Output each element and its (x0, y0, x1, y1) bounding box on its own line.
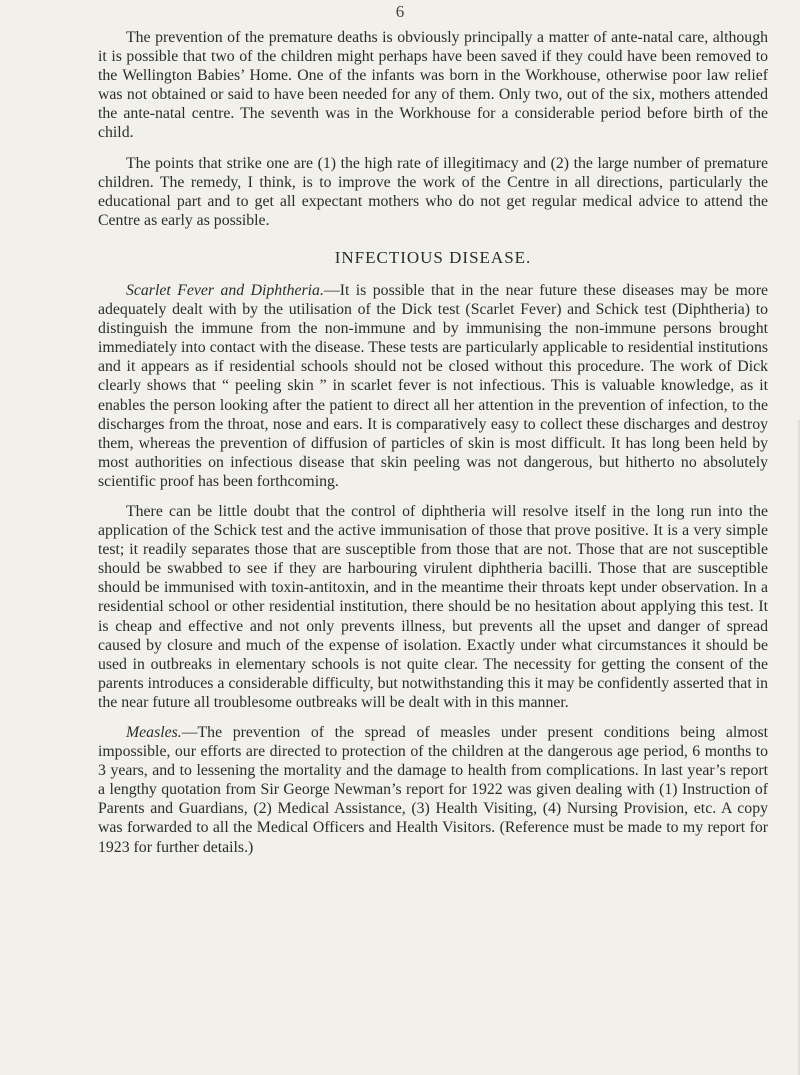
paragraph-scarlet-fever (98, 281, 768, 491)
section-heading-infectious-disease: INFECTIOUS DISEASE. (334, 247, 532, 267)
document-body (98, 28, 768, 868)
run-head-measles: Measles. (126, 724, 182, 741)
paragraph-premature-deaths: The prevention of the premature deaths is obviously principally a matter of ante-natal care, although it is possible that two of the children might perhaps have been saved if they could have been removed to the Wellington Babies’ Home. One of the infants was born in the Workhouse, otherwise poor law relief was not obtained or said to have been needed for any of them. Only two, out of the six, mothers attended the ante-natal centre. The seventh was in the Workhouse for a considerable period before birth of the child. (98, 29, 768, 142)
paragraph-diphtheria: There can be little doubt that the control of diphtheria will resolve itself in the long run into the application of the Schick test and the active immunisation of those that prove positive. It is a very simple test; it readily separates those that are susceptible from those that are not. Those that are not susceptible should be swabbed to see if they are harbouring virulent diphtheria bacilli. Those that are susceptible should be immunised with toxin-antitoxin, and in the meantime their throats kept under observation. In a residential school or other residential institution, there should be no hesitation about applying this test. It is cheap and effective and not only prevents illness, but prevents all the upset and danger of spread caused by closure and much of the expense of isolation. Exactly under what circumstances it should be used in outbreaks in elementary schools is not quite clear. The necessity for getting the consent of the parents introduces a considerable difficulty, but notwithstanding this it may be confidently asserted that in the near future all troublesome outbreaks will be dealt with in this manner. (98, 502, 768, 711)
paragraph-remedy: The points that strike one are (1) the high rate of illegitimacy and (2) the large number of premature children. The remedy, I think, is to improve the work of the Centre in all directions, particularly the educational part and to get all expectant mothers who do not get regular medical advice to attend the Centre as early as possible. (98, 154, 768, 229)
paragraph-measles (98, 723, 768, 857)
scarlet-fever-text: —It is possible that in the near future these diseases may be more adequately dealt with by the utilisation of the Dick test (Scarlet Fever) and Schick test (Diphtheria) to distinguish the immune from the non-immune and by immunising the non-immune persons brought immediately into contact with the disease. These tests are particularly applicable to residential institutions and it appears as if residential schools should not be closed without this procedure. The work of Dick clearly shows that “ peeling skin ” in scarlet fever is not infectious. This is valuable knowledge, as it enables the person looking after the patient to direct all her attention in the prevention of infection, to the discharges from the throat, nose and ears. It is comparatively easy to collect these discharges and destroy them, whereas the prevention of diffusion of particles of skin is most difficult. It has long been held by most authorities on infectious disease that skin peeling was not dangerous, but hitherto no absolutely scientific proof has been forthcoming. (98, 281, 768, 490)
page-number: 6 (395, 2, 405, 21)
measles-text: —The prevention of the spread of measles under present conditions being almost impossible, our efforts are directed to protection of the children at the dangerous age period, 6 months to 3 years, and to lessening the mortality and the damage to health from complications. In last year’s report a lengthy quotation from Sir George Newman’s report for 1922 was given dealing with (1) Instruction of Parents and Guardians, (2) Medical Assistance, (3) Health Visiting, (4) Nursing Provision, etc. A copy was forwarded to all the Medical Officers and Health Visitors. (Reference must be made to my report for 1923 for further details.) (98, 724, 768, 856)
run-head-scarlet-fever: Scarlet Fever and Diphtheria. (126, 281, 324, 299)
